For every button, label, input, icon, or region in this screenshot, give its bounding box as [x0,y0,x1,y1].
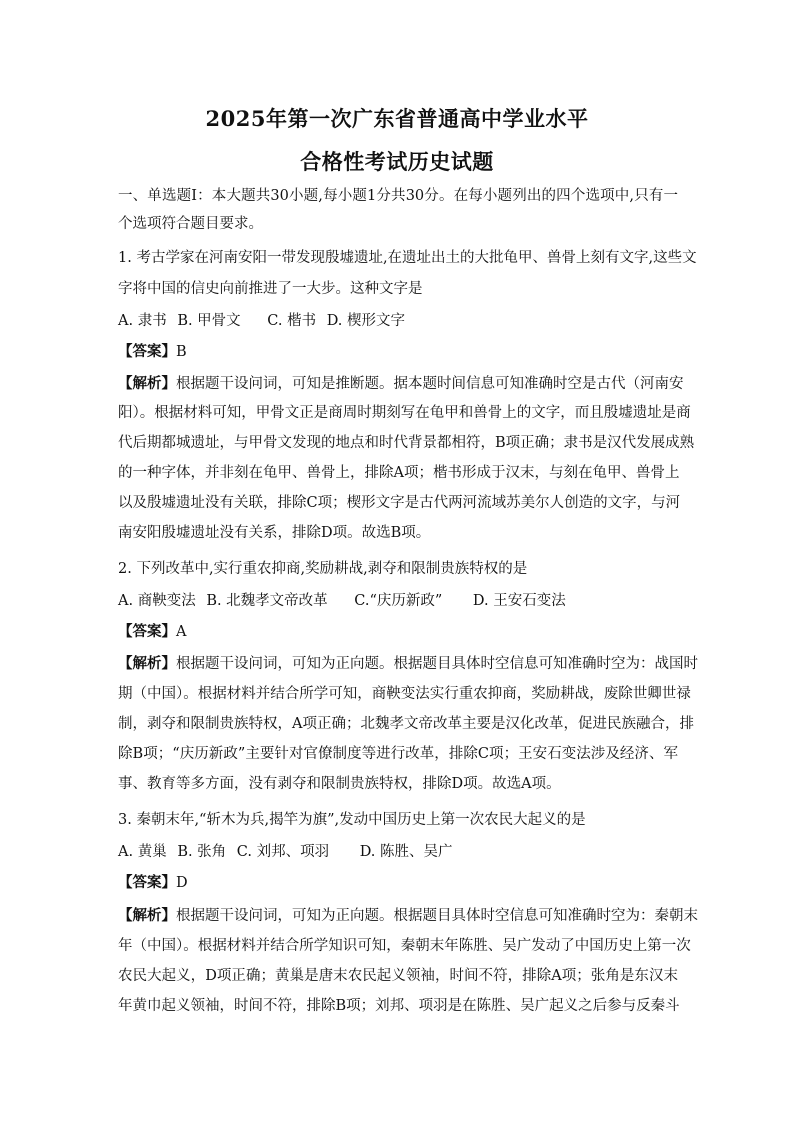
q3-analysis-line3: 农民大起义，D项正确；黄巢是唐末农民起义领袖，时间不符，排除A项；张角是东汉末 [118,968,678,984]
q3-analysis-line2: 年（中国）。根据材料并结合所学知识可知，秦朝末年陈胜、吴广发动了中国历史上第一次 [118,938,691,954]
q2-analysis-line4: 除B项；“庆历新政”主要针对官僚制度等进行改革，排除C项；王安石变法涉及经济、军 [118,746,678,762]
q1-option-a: A. 隶书 [118,313,167,329]
q1-option-b: B. 甲骨文 [177,313,241,329]
analysis-tag: 【解析】 [118,655,176,672]
q3-option-d: D. 陈胜、吴广 [359,844,453,860]
q1-analysis-line6: 南安阳殷墟遗址没有关系，排除D项。故选B项。 [118,525,431,541]
q3-analysis-line1 [118,906,698,926]
q2-stem-line1: 2. 下列改革中,实行重农抑商,奖励耕战,剥夺和限制贵族特权的是 [118,561,528,577]
section-instructions-line2: 个选项符合题目要求。 [118,216,263,232]
q1-analysis-line2: 阳）。根据材料可知，甲骨文正是商周时期刻写在龟甲和兽骨上的文字，而且殷墟遗址是商 [118,405,691,421]
q2-analysis-line3: 制，剥夺和限制贵族特权，A项正确；北魏孝文帝改革主要是汉化改革，促进民族融合，排 [118,716,694,732]
exam-title-line2: 合格性考试历史试题 [300,149,494,174]
q2-analysis-line1 [118,654,698,674]
exam-title-line1: 2025年第一次广东省普通高中学业水平 [205,106,589,131]
q3-option-a: A. 黄巢 [118,844,167,860]
analysis-tag: 【解析】 [118,375,176,392]
answer-tag: 【答案】 [118,623,176,640]
q3-option-b: B. 张角 [177,844,227,860]
q1-answer [118,342,678,362]
q1-stem-line2: 字将中国的信史向前推进了一大步。这种文字是 [118,281,423,297]
q3-analysis-line4: 年黄巾起义领袖，时间不符，排除B项；刘邦、项羽是在陈胜、吴广起义之后参与反秦斗 [118,998,680,1014]
q2-analysis-line2: 期（中国）。根据材料并结合所学可知，商鞅变法实行重农抑商，奖励耕战，废除世卿世禄 [118,686,691,702]
q1-stem-line1: 1. 考古学家在河南安阳一带发现殷墟遗址,在遗址出土的大批龟甲、兽骨上刻有文字,这些文 [118,250,697,266]
q2-answer-value: A [176,624,187,640]
q3-answer-value: D [176,875,188,891]
q3-analysis-text: 根据题干设问词，可知为正向题。根据题目具体时空信息可知准确时空为：秦朝末 [176,908,698,924]
q1-answer-value: B [176,344,187,360]
q1-analysis-line5: 以及殷墟遗址没有关联，排除C项；楔形文字是古代两河流域苏美尔人创造的文字，与河 [118,495,681,511]
q2-option-b: B. 北魏孝文帝改革 [206,593,328,609]
q2-options [118,591,678,611]
q3-answer [118,873,678,893]
q1-analysis-text: 根据题干设问词，可知是推断题。据本题时间信息可知准确时空是古代（河南安 [176,376,684,392]
q2-answer [118,622,678,642]
q2-option-d: D. 王安石变法 [472,593,566,609]
q1-analysis-line1 [118,374,684,394]
q2-analysis-line5: 事、教育等多方面，没有剥夺和限制贵族特权，排除D项。故选A项。 [118,776,561,792]
q3-options [118,842,678,862]
section-instructions-line1: 一、单选题Ⅰ：本大题共30小题,每小题1分共30分。在每小题列出的四个选项中,只有一 [118,188,678,204]
analysis-tag: 【解析】 [118,907,176,924]
q1-option-c: C. 楷书 [267,313,317,329]
q2-option-c: C.“庆历新政” [354,593,443,609]
answer-tag: 【答案】 [118,343,176,360]
q1-option-d: D. 楔形文字 [326,313,406,329]
answer-tag: 【答案】 [118,874,176,891]
q3-option-c: C. 刘邦、项羽 [236,844,330,860]
q2-analysis-text: 根据题干设问词，可知为正向题。根据题目具体时空信息可知准确时空为：战国时 [176,656,698,672]
q3-stem-line1: 3. 秦朝末年,“斩木为兵,揭竿为旗”,发动中国历史上第一次农民大起义的是 [118,812,586,828]
q2-option-a: A. 商鞅变法 [118,593,196,609]
q1-analysis-line3: 代后期都城遗址，与甲骨文发现的地点和时代背景都相符，B项正确；隶书是汉代发展成熟 [118,435,695,451]
q1-options [118,311,678,331]
q1-analysis-line4: 的一种字体，并非刻在龟甲、兽骨上，排除A项；楷书形成于汉末，与刻在龟甲、兽骨上 [118,465,680,481]
